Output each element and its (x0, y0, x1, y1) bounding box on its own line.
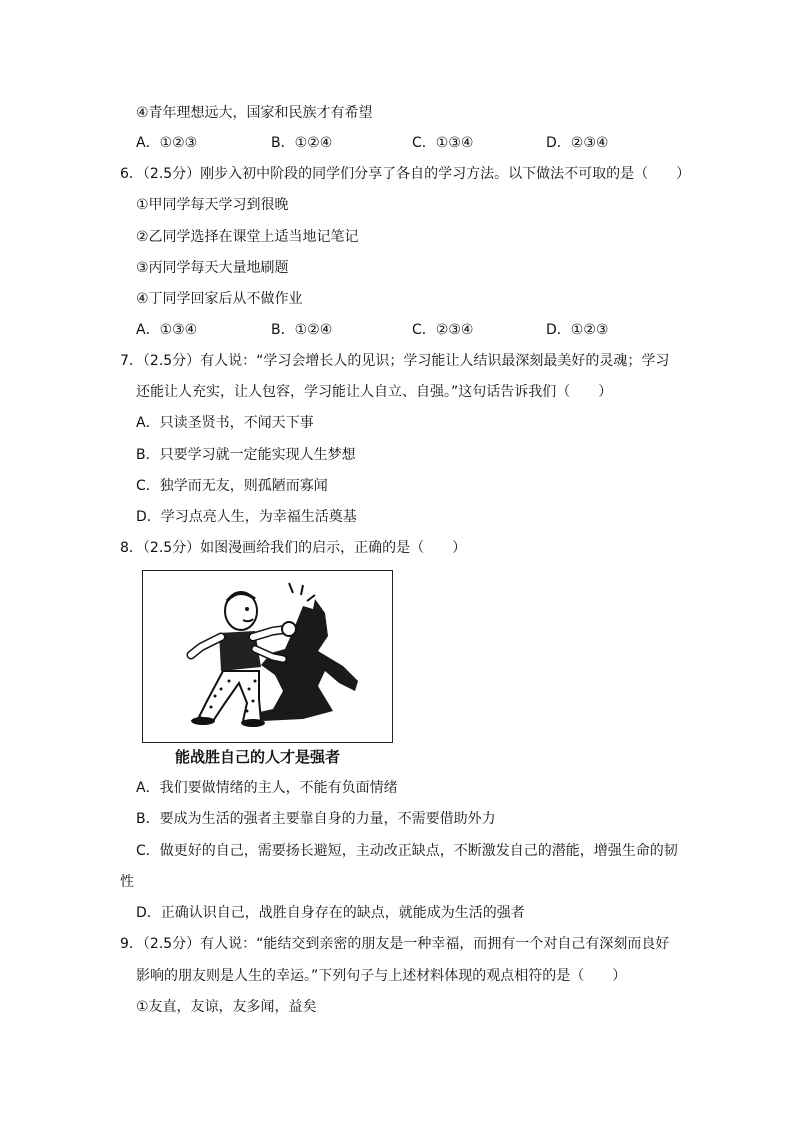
q6-stem: 6．（2.5分）刚步入初中阶段的同学们分享了各自的学习方法。以下做法不可取的是（ ） (120, 166, 691, 182)
q8-option-b[interactable]: B．要成为生活的强者主要靠自身的力量，不需要借助外力 (136, 811, 496, 827)
q8-option-c[interactable]: C．做更好的自己，需要扬长避短，主动改正缺点，不断激发自己的潜能，增强生命的韧 (136, 843, 678, 859)
q6-option-b[interactable]: B．①②④ (271, 322, 333, 338)
q6-item-2: ②乙同学选择在课堂上适当地记笔记 (136, 229, 359, 245)
q7-option-c[interactable]: C．独学而无友，则孤陋而寡闻 (136, 478, 328, 494)
q6-item-3: ③丙同学每天大量地刷题 (136, 260, 289, 276)
q6-option-a[interactable]: A．①③④ (136, 322, 198, 338)
q5-options (136, 133, 696, 153)
cartoon-image (142, 570, 393, 743)
q8-option-d[interactable]: D．正确认识自己，战胜自身存在的缺点，就能成为生活的强者 (136, 905, 525, 921)
q5-option-c[interactable]: C．①③④ (412, 135, 474, 151)
q5-option-d[interactable]: D．②③④ (546, 135, 609, 151)
q9-stem-line-2: 影响的朋友则是人生的幸运。”下列句子与上述材料体现的观点相符的是（ ） (136, 968, 627, 984)
q7-option-b[interactable]: B．只要学习就一定能实现人生梦想 (136, 447, 356, 463)
q6-option-d[interactable]: D．①②③ (546, 322, 609, 338)
man-legs (199, 671, 261, 721)
q5-option-a[interactable]: A．①②③ (136, 135, 198, 151)
cartoon-illustration (143, 571, 392, 742)
q8-option-c-continued: 性 (120, 874, 134, 890)
q6-item-4: ④丁同学回家后从不做作业 (136, 291, 303, 307)
q7-stem-line-1: 7．（2.5分）有人说：“学习会增长人的见识；学习能让人结识最深刻最美好的灵魂；学习 (120, 353, 670, 369)
q6-item-1: ①甲同学每天学习到很晚 (136, 197, 289, 213)
q6-option-c[interactable]: C．②③④ (412, 322, 474, 338)
q7-option-a[interactable]: A．只读圣贤书，不闻天下事 (136, 415, 314, 431)
q8-option-a[interactable]: A．我们要做情绪的主人，不能有负面情绪 (136, 780, 398, 796)
q9-item-1: ①友直，友谅，友多闻，益矣 (136, 999, 317, 1015)
impact-lines (289, 583, 315, 601)
q7-stem-line-2: 还能让人充实，让人包容，学习能让人自立、自强。”这句话告诉我们（ ） (136, 384, 613, 400)
q7-option-d[interactable]: D．学习点亮人生，为幸福生活奠基 (136, 509, 357, 525)
q6-options (136, 320, 696, 340)
q9-stem-line-1: 9．（2.5分）有人说：“能结交到亲密的朋友是一种幸福，而拥有一个对自己有深刻而良好 (120, 936, 670, 952)
q8-stem: 8．（2.5分）如图漫画给我们的启示，正确的是（ ） (120, 540, 467, 556)
q5-option-b[interactable]: B．①②④ (271, 135, 333, 151)
cartoon-caption: 能战胜自己的人才是强者 (175, 748, 341, 766)
q5-item-4: ④青年理想远大，国家和民族才有希望 (136, 105, 373, 121)
